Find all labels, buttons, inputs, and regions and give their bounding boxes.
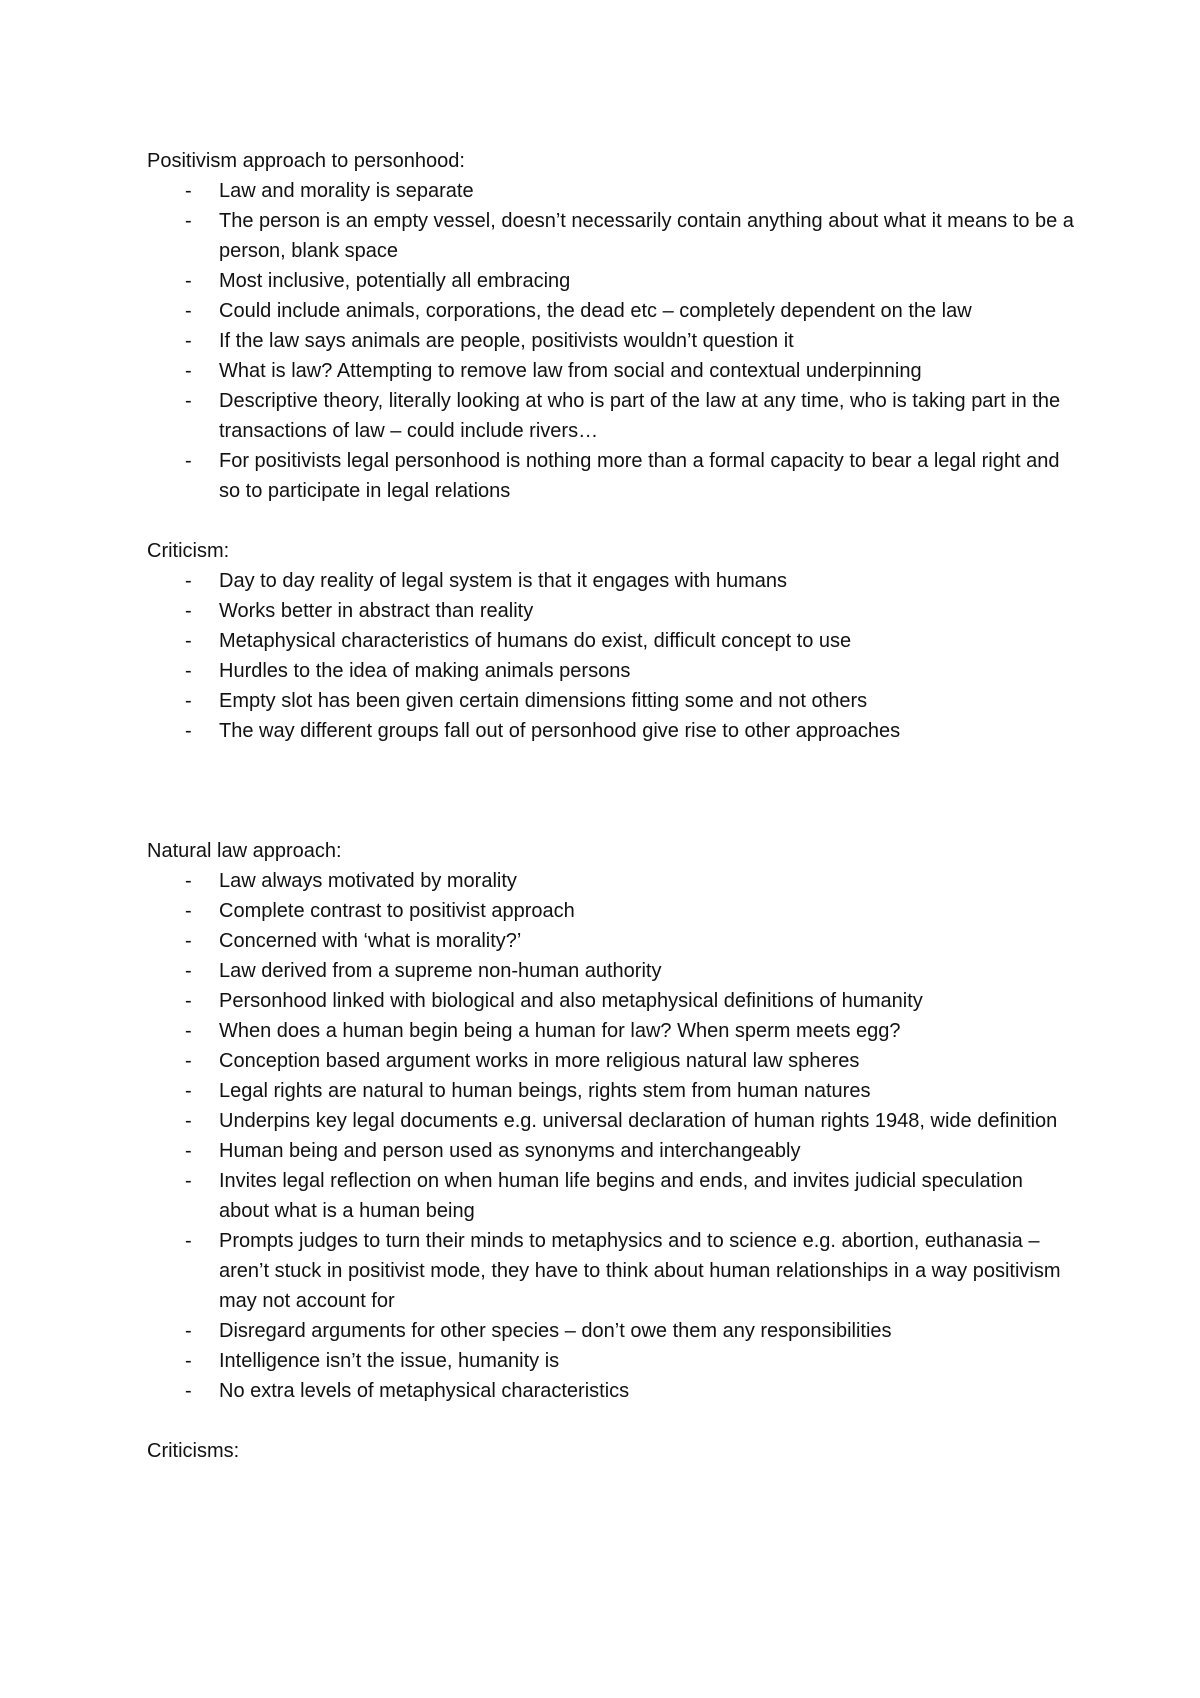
bullet-dash: - [185, 1380, 192, 1402]
list-item [147, 1046, 1077, 1076]
bullet-list [147, 566, 1077, 746]
list-item-text: Metaphysical characteristics of humans do exist, difficult concept to use [219, 630, 852, 652]
list-item [147, 446, 1077, 506]
list-item [147, 986, 1077, 1016]
bullet-list [147, 176, 1077, 506]
list-item-text: For positivists legal personhood is nothing more than a formal capacity to bear a legal right and so to participate in legal relations [219, 450, 1060, 502]
bullet-dash: - [185, 960, 192, 982]
bullet-dash: - [185, 630, 192, 652]
list-item-text: Works better in abstract than reality [219, 600, 534, 622]
list-item [147, 686, 1077, 716]
list-item [147, 1076, 1077, 1106]
list-item-text: Prompts judges to turn their minds to metaphysics and to science e.g. abortion, euthanasia – aren’t stuck in positivist mode, they have to think about human relationships in a way positivism may not account for [219, 1230, 1061, 1312]
list-item [147, 386, 1077, 446]
document-page [147, 146, 1077, 1466]
list-item-text: The way different groups fall out of personhood give rise to other approaches [219, 720, 901, 742]
bullet-dash: - [185, 1170, 192, 1192]
bullet-dash: - [185, 300, 192, 322]
list-item-text: Personhood linked with biological and also metaphysical definitions of humanity [219, 990, 923, 1012]
list-item [147, 1376, 1077, 1406]
list-item [147, 1226, 1077, 1316]
list-item-text: Could include animals, corporations, the dead etc – completely dependent on the law [219, 300, 972, 322]
bullet-dash: - [185, 1320, 192, 1342]
list-item [147, 566, 1077, 596]
list-item-text: Day to day reality of legal system is that it engages with humans [219, 570, 788, 592]
list-item [147, 1166, 1077, 1226]
spacer [147, 506, 1077, 536]
list-item-text: Conception based argument works in more religious natural law spheres [219, 1050, 860, 1072]
bullet-dash: - [185, 870, 192, 892]
list-item [147, 926, 1077, 956]
bullet-dash: - [185, 1110, 192, 1132]
list-item-text: No extra levels of metaphysical characteristics [219, 1380, 630, 1402]
list-item-text: What is law? Attempting to remove law from social and contextual underpinning [219, 360, 922, 382]
list-item-text: Concerned with ‘what is morality?’ [219, 930, 522, 952]
spacer [147, 746, 1077, 836]
list-item-text: Legal rights are natural to human beings, rights stem from human natures [219, 1080, 871, 1102]
section-criticism [147, 536, 1077, 746]
list-item-text: Disregard arguments for other species – don’t owe them any responsibilities [219, 1320, 892, 1342]
list-item-text: Law always motivated by morality [219, 870, 517, 892]
bullet-dash: - [185, 720, 192, 742]
list-item [147, 1316, 1077, 1346]
bullet-dash: - [185, 690, 192, 712]
list-item-text: Empty slot has been given certain dimensions fitting some and not others [219, 690, 868, 712]
list-item-text: Underpins key legal documents e.g. universal declaration of human rights 1948, wide definition [219, 1110, 1058, 1132]
list-item [147, 626, 1077, 656]
bullet-dash: - [185, 210, 192, 232]
list-item-text: Most inclusive, potentially all embracing [219, 270, 571, 292]
list-item-text: If the law says animals are people, positivists wouldn’t question it [219, 330, 794, 352]
list-item [147, 956, 1077, 986]
list-item [147, 1346, 1077, 1376]
bullet-dash: - [185, 360, 192, 382]
bullet-dash: - [185, 570, 192, 592]
list-item [147, 266, 1077, 296]
list-item-text: Descriptive theory, literally looking at who is part of the law at any time, who is taking part in the transactions of law – could include rivers… [219, 390, 1061, 442]
spacer [147, 1406, 1077, 1436]
bullet-dash: - [185, 270, 192, 292]
list-item [147, 296, 1077, 326]
list-item [147, 656, 1077, 686]
section-heading: Criticisms: [147, 1440, 240, 1462]
section-positivism [147, 146, 1077, 506]
bullet-dash: - [185, 930, 192, 952]
bullet-dash: - [185, 180, 192, 202]
list-item [147, 866, 1077, 896]
list-item [147, 1136, 1077, 1166]
list-item [147, 356, 1077, 386]
bullet-dash: - [185, 600, 192, 622]
list-item-text: Intelligence isn’t the issue, humanity is [219, 1350, 560, 1372]
section-criticisms [147, 1436, 1077, 1466]
list-item-text: When does a human begin being a human for law? When sperm meets egg? [219, 1020, 901, 1042]
list-item [147, 896, 1077, 926]
bullet-dash: - [185, 900, 192, 922]
section-heading: Positivism approach to personhood: [147, 150, 465, 172]
list-item-text: Human being and person used as synonyms and interchangeably [219, 1140, 801, 1162]
bullet-dash: - [185, 1050, 192, 1072]
list-item [147, 716, 1077, 746]
list-item-text: Invites legal reflection on when human life begins and ends, and invites judicial speculation about what is a human being [219, 1170, 1023, 1222]
bullet-dash: - [185, 1230, 192, 1252]
bullet-dash: - [185, 330, 192, 352]
bullet-dash: - [185, 660, 192, 682]
bullet-dash: - [185, 990, 192, 1012]
list-item [147, 206, 1077, 266]
bullet-dash: - [185, 1350, 192, 1372]
list-item-text: Law derived from a supreme non-human authority [219, 960, 662, 982]
bullet-dash: - [185, 390, 192, 412]
bullet-dash: - [185, 450, 192, 472]
bullet-dash: - [185, 1020, 192, 1042]
list-item [147, 1016, 1077, 1046]
bullet-list [147, 866, 1077, 1406]
section-heading: Criticism: [147, 540, 230, 562]
list-item-text: Complete contrast to positivist approach [219, 900, 575, 922]
list-item [147, 596, 1077, 626]
list-item [147, 176, 1077, 206]
bullet-dash: - [185, 1080, 192, 1102]
list-item [147, 326, 1077, 356]
section-heading: Natural law approach: [147, 840, 342, 862]
list-item-text: The person is an empty vessel, doesn’t necessarily contain anything about what it means to be a person, blank space [219, 210, 1074, 262]
bullet-dash: - [185, 1140, 192, 1162]
section-natural-law [147, 836, 1077, 1406]
list-item-text: Law and morality is separate [219, 180, 474, 202]
list-item-text: Hurdles to the idea of making animals persons [219, 660, 631, 682]
list-item [147, 1106, 1077, 1136]
